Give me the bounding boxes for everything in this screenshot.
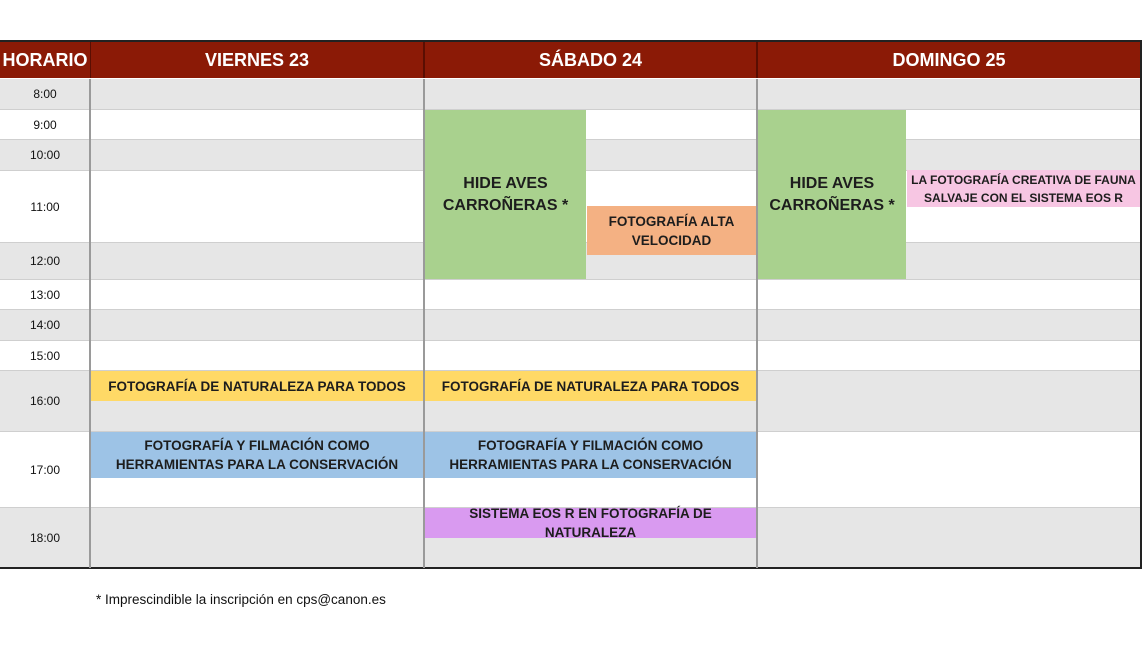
event-fri-filmacion-conservacion: FOTOGRAFÍA Y FILMACIÓN COMO HERRAMIENTAS PARA LA CONSERVACIÓN: [91, 432, 423, 478]
time-label: 17:00: [29, 462, 61, 477]
column-divider: [423, 79, 425, 568]
header-horario: HORARIO: [0, 42, 90, 78]
header-divider: [423, 42, 425, 78]
row-divider: [0, 279, 1140, 280]
time-label: 9:00: [33, 117, 57, 132]
row-divider: [0, 340, 1140, 341]
time-label: 11:00: [30, 199, 60, 214]
time-label: 10:00: [29, 148, 61, 162]
event-sat-alta-velocidad: FOTOGRAFÍA ALTA VELOCIDAD: [587, 206, 756, 255]
header-divider: [90, 42, 91, 78]
header-divider: [756, 42, 758, 78]
time-label: 18:00: [29, 530, 61, 545]
header-day-domingo: DOMINGO 25: [758, 42, 1140, 78]
time-label: 15:00: [29, 348, 61, 363]
row-divider: [0, 309, 1140, 310]
event-sat-filmacion-conservacion: FOTOGRAFÍA Y FILMACIÓN COMO HERRAMIENTAS PARA LA CONSERVACIÓN: [425, 432, 756, 478]
time-label: 16:00: [29, 394, 61, 408]
row-14: [0, 310, 1140, 340]
time-label: 8:00: [33, 87, 57, 101]
time-label: 12:00: [29, 254, 61, 268]
header-day-viernes: VIERNES 23: [91, 42, 423, 78]
time-label: 13:00: [29, 287, 61, 302]
column-divider: [756, 79, 758, 568]
header-day-sabado: SÁBADO 24: [425, 42, 756, 78]
column-divider: [89, 79, 91, 568]
event-sat-sistema-eos-r: SISTEMA EOS R EN FOTOGRAFÍA DE NATURALEZA: [425, 508, 756, 538]
footnote: * Imprescindible la inscripción en cps@canon.es: [96, 592, 386, 607]
row-15: [0, 341, 1140, 370]
event-sun-fotografia-creativa: LA FOTOGRAFÍA CREATIVA DE FAUNA SALVAJE CON EL SISTEMA EOS R: [907, 170, 1140, 207]
time-label: 14:00: [29, 318, 61, 332]
event-fri-naturaleza-para-todos: FOTOGRAFÍA DE NATURALEZA PARA TODOS: [91, 371, 423, 401]
row-13: [0, 280, 1140, 309]
event-sat-naturaleza-para-todos: FOTOGRAFÍA DE NATURALEZA PARA TODOS: [425, 371, 756, 401]
row-8: [0, 79, 1140, 109]
event-sun-hide-aves: HIDE AVES CARROÑERAS *: [758, 110, 906, 279]
event-sat-hide-aves: HIDE AVES CARROÑERAS *: [425, 110, 586, 279]
row-11-substripe: [907, 207, 1140, 242]
